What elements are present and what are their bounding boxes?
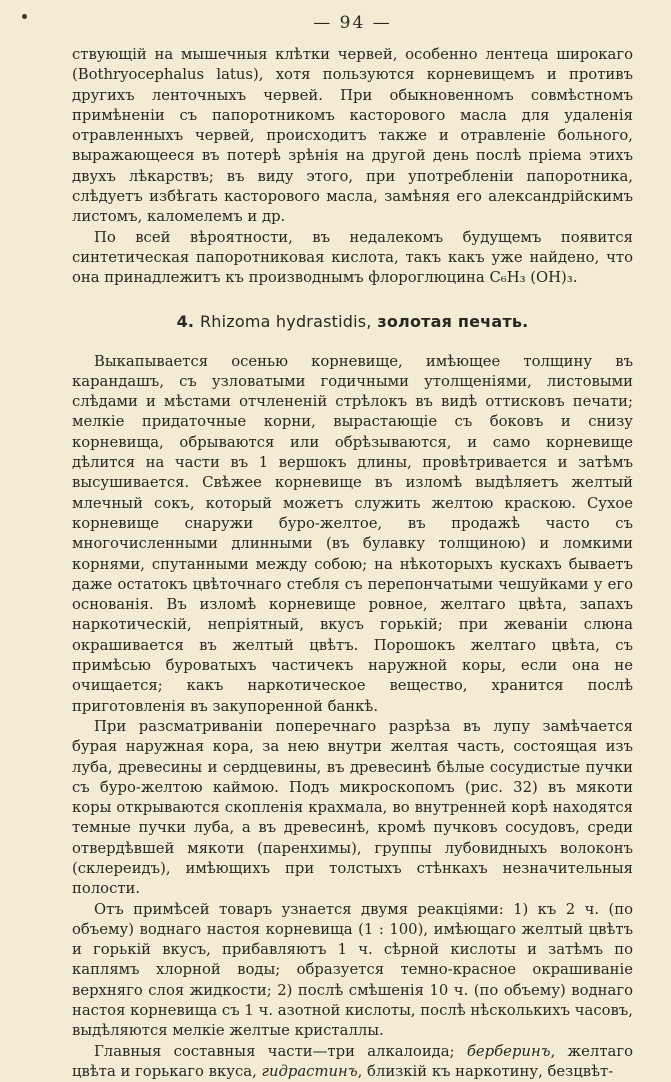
section-russian-name: золотая печать. [377,311,529,331]
hydrastine-term: гидрастинъ [261,1062,358,1080]
second-paragraph: По всей вѣроятности, въ недалекомъ будущемъ появится синтетическая папоротниковая кислота, такъ какъ уже найдено, что она принадлежитъ къ производнымъ флороглюцина C₆H₃ (OH)₃. [72,228,633,287]
constituents-text-1: Главныя составныя части—три алкалоида; [94,1042,467,1060]
microscopy-paragraph: При разсматриваніи поперечнаго разрѣза въ лупу замѣчается бурая наружная кора, за нею внутри желтая часть, состоящая изъ луба, древесины и сердцевины, въ древесинѣ бѣлые сосудистые пучки съ буро-желтою каймою. Подъ микроскопомъ (рис. 32) въ мякоти коры открываются скопленія крахмала, во внутренней корѣ находятся темные пучки луба, а въ древесинѣ, кромѣ пучковъ сосудовъ, среди отвердѣвшей мякоти (паренхимы), группы лубовидныхъ волоконъ (склереидъ), имѣющихъ при толстыхъ стѣнкахъ незначительныя полости. [72,717,633,898]
description-paragraph: Выкапывается осенью корневище, имѣющее толщину въ карандашъ, съ узловатыми годичными утолщеніями, листовыми слѣдами и мѣстами отчлененій стрѣлокъ въ видѣ оттисковъ печати; мелкіе придаточные корни, вырастающіе съ боковъ и снизу корневища, обрываются или обрѣзываются, и само корневище дѣлится на части въ 1 вершокъ длины, провѣтривается и затѣмъ высушивается. Свѣжее корневище въ изломѣ выдѣляетъ желтый млечный сокъ, который можетъ служить желтою краскою. Сухое корневище снаружи буро-желтое, въ продажѣ часто съ многочисленными длинными (въ булавку толщиною) и ломкими корнями, спутанными между собою; на нѣкоторыхъ кускахъ бываетъ даже остатокъ цвѣточнаго стебля съ перепончатыми чешуйками у его основанія. Въ изломѣ корневище ровное, желтаго цвѣта, запахъ наркотическій, непріятный, вкусъ горькій; при жеваніи слюна окрашивается въ желтый цвѣтъ. Порошокъ желтаго цвѣта, съ примѣсью буроватыхъ частичекъ наружной коры, если она не очищается; какъ наркотическое вещество, хранится послѣ приготовленія въ закупоренной банкѣ. [72,352,633,715]
section-heading [72,312,633,331]
constituents-paragraph [72,1042,633,1082]
berberine-term: берберинъ [466,1042,551,1060]
section-number: 4. [176,311,195,331]
reactions-paragraph: Отъ примѣсей товаръ узнается двумя реакціями: 1) къ 2 ч. (по объему) воднаго настоя корневища (1 : 100), имѣющаго желтый цвѣтъ и горькій вкусъ, прибавляютъ 1 ч. сѣрной кислоты и затѣмъ по каплямъ хлорной воды; образуется темно-красное окрашиваніе верхняго слоя жидкости; 2) послѣ смѣшенія 10 ч. (по объему) воднаго настоя корневища съ 1 ч. азотной кислоты, послѣ нѣсколькихъ часовъ, выдѣляются мелкіе желтые кристаллы. [72,900,633,1040]
constituents-text-3: , близкій къ наркотину, безцвѣт- [357,1062,614,1080]
section-latin-name: Rhizoma hydrastidis, [199,311,372,331]
page-number: — 94 — [313,13,392,33]
ink-spot [22,14,27,19]
constituents-text-2: , желтаго цвѣта и горькаго вкуса, [72,1042,633,1080]
intro-paragraph: ствующій на мышечныя клѣтки червей, особенно лентеца широкаго (Bothryocephalus latus), хотя пользуются корневищемъ и противъ другихъ ленточныхъ червей. При обыкновенномъ совмѣстномъ примѣненіи съ папоротникомъ касторового масла для удаленія отравленныхъ червей, происходитъ также и отравленіе больного, выражающееся въ потерѣ зрѣнія на другой день послѣ пріема этихъ двухъ лѣкарствъ; въ виду этого, при употребленіи папоротника, слѣдуетъ избѣгать касторового масла, замѣняя его александрійскимъ листомъ, каломелемъ и др. [72,46,633,226]
